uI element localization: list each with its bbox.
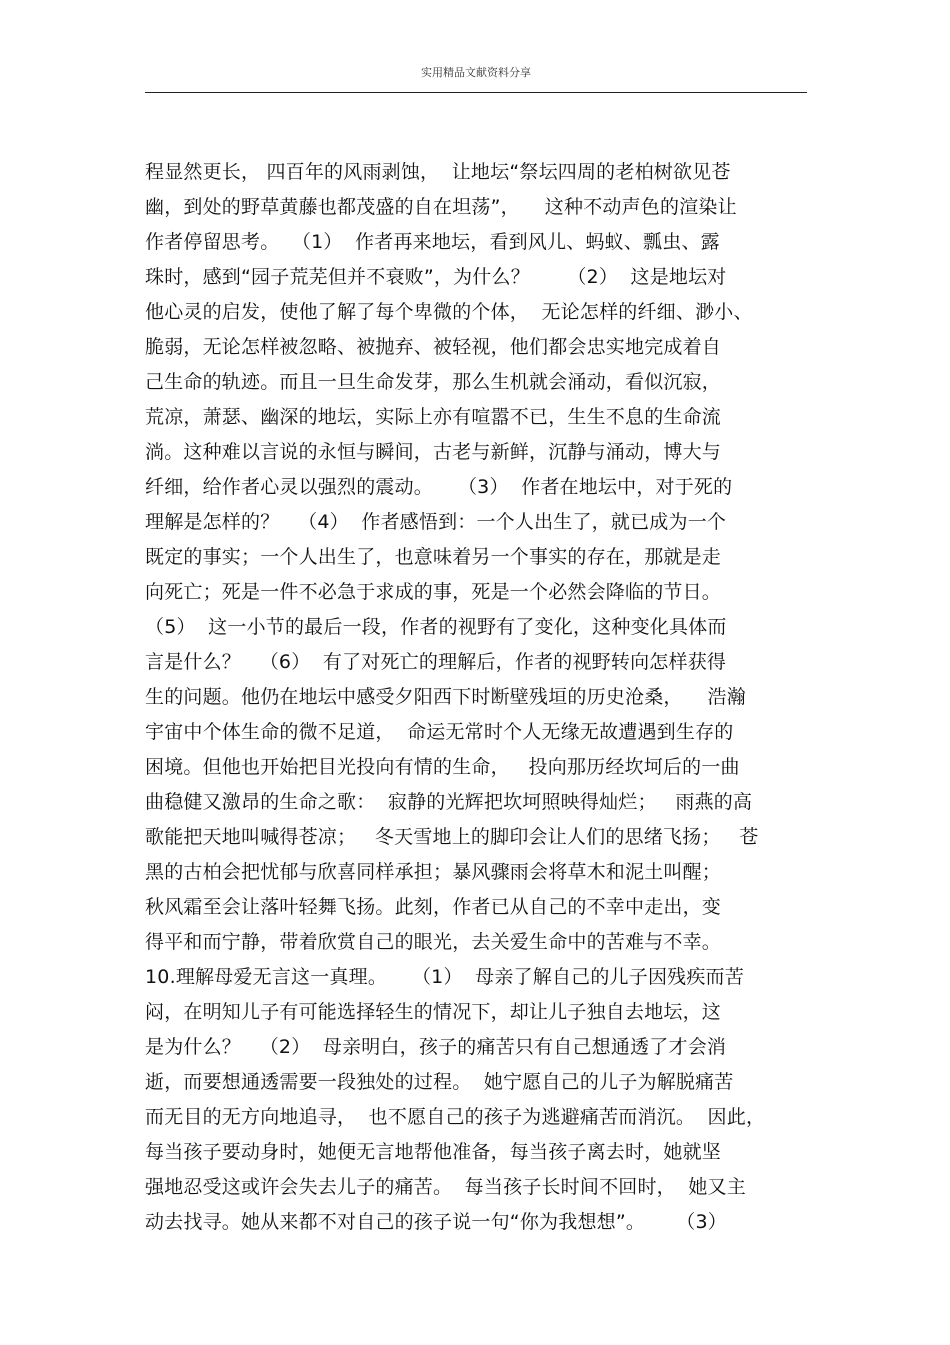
text-line: 强地忍受这或许会失去儿子的痛苦。 每当孩子长时间不回时， 她又主 [145, 1176, 746, 1198]
text-line: 动去找寻。她从来都不对自己的孩子说一句“你为我想想”。 （3） [145, 1211, 727, 1233]
text-line: 理解是怎样的？ （4） 作者感悟到：一个人出生了，就已成为一个 [145, 511, 727, 533]
text-line: 作者停留思考。 （1） 作者再来地坛，看到风儿、蚂蚁、瓢虫、露 [145, 231, 720, 253]
text-line: 荒凉，萧瑟、幽深的地坛，实际上亦有喧嚣不已，生生不息的生命流 [145, 406, 722, 428]
text-line: 每当孩子要动身时，她便无言地帮他准备，每当孩子离去时，她就坚 [145, 1141, 722, 1163]
text-line: 10.理解母爱无言这一真理。 （1） 母亲了解自己的儿子因残疾而苦 [145, 966, 744, 988]
text-line: 闷，在明知儿子有可能选择轻生的情况下，却让儿子独自去地坛，这 [145, 1001, 722, 1023]
header-divider [145, 92, 807, 93]
text-line: 歌能把天地叫喊得苍凉； 冬天雪地上的脚印会让人们的思绪飞扬； 苍 [145, 826, 759, 848]
text-line: 言是什么？ （6） 有了对死亡的理解后，作者的视野转向怎样获得 [145, 651, 727, 673]
text-line: 生的问题。他仍在地坛中感受夕阳西下时断壁残垣的历史沧桑， 浩瀚 [145, 686, 746, 708]
text-line: 秋风霜至会让落叶轻舞飞扬。此刻，作者已从自己的不幸中走出，变 [145, 896, 722, 918]
text-line: 他心灵的启发，使他了解了每个卑微的个体， 无论怎样的纤细、渺小、 [145, 301, 753, 323]
text-line: 而无目的无方向地追寻， 也不愿自己的孩子为逃避痛苦而消沉。 因此， [145, 1106, 766, 1128]
text-line: 珠时，感到“园子荒芜但并不衰败”，为什么？ （2） 这是地坛对 [145, 266, 727, 288]
text-line: 黑的古柏会把忧郁与欣喜同样承担；暴风骤雨会将草木和泥土叫醒； [145, 861, 722, 883]
text-line: 纤细，给作者心灵以强烈的震动。 （3） 作者在地坛中，对于死的 [145, 476, 733, 498]
text-line: （5） 这一小节的最后一段，作者的视野有了变化，这种变化具体而 [145, 616, 727, 638]
text-line: 己生命的轨迹。而且一旦生命发芽，那么生机就会涌动，看似沉寂， [145, 371, 722, 393]
text-line: 逝，而要想通透需要一段独处的过程。 她宁愿自己的儿子为解脱痛苦 [145, 1071, 734, 1093]
text-line: 得平和而宁静，带着欣赏自己的眼光，去关爱生命中的苦难与不幸。 [145, 931, 722, 953]
text-line: 脆弱，无论怎样被忽略、被抛弃、被轻视，他们都会忠实地完成着自 [145, 336, 722, 358]
text-line: 既定的事实；一个人出生了，也意味着另一个事实的存在，那就是走 [145, 546, 722, 568]
page-header-title: 实用精品文献资料分享 [421, 66, 531, 79]
text-line: 幽，到处的野草黄藤也都茂盛的自在坦荡”， 这种不动声色的渲染让 [145, 196, 737, 218]
text-line: 淌。这种难以言说的永恒与瞬间，古老与新鲜，沉静与涌动，博大与 [145, 441, 722, 463]
text-line: 向死亡；死是一件不必急于求成的事，死是一个必然会降临的节日。 [145, 581, 722, 603]
text-line: 是为什么？ （2） 母亲明白，孩子的痛苦只有自己想通透了才会消 [145, 1036, 727, 1058]
text-line: 宇宙中个体生命的微不足道， 命运无常时个人无缘无故遭遇到生存的 [145, 721, 734, 743]
text-line: 程显然更长， 四百年的风雨剥蚀， 让地坛“祭坛四周的老柏树欲见苍 [145, 161, 731, 183]
text-line: 曲稳健又激昂的生命之歌： 寂静的光辉把坎坷照映得灿烂； 雨燕的高 [145, 791, 753, 813]
text-line: 困境。但他也开始把目光投向有情的生命， 投向那历经坎坷后的一曲 [145, 756, 740, 778]
